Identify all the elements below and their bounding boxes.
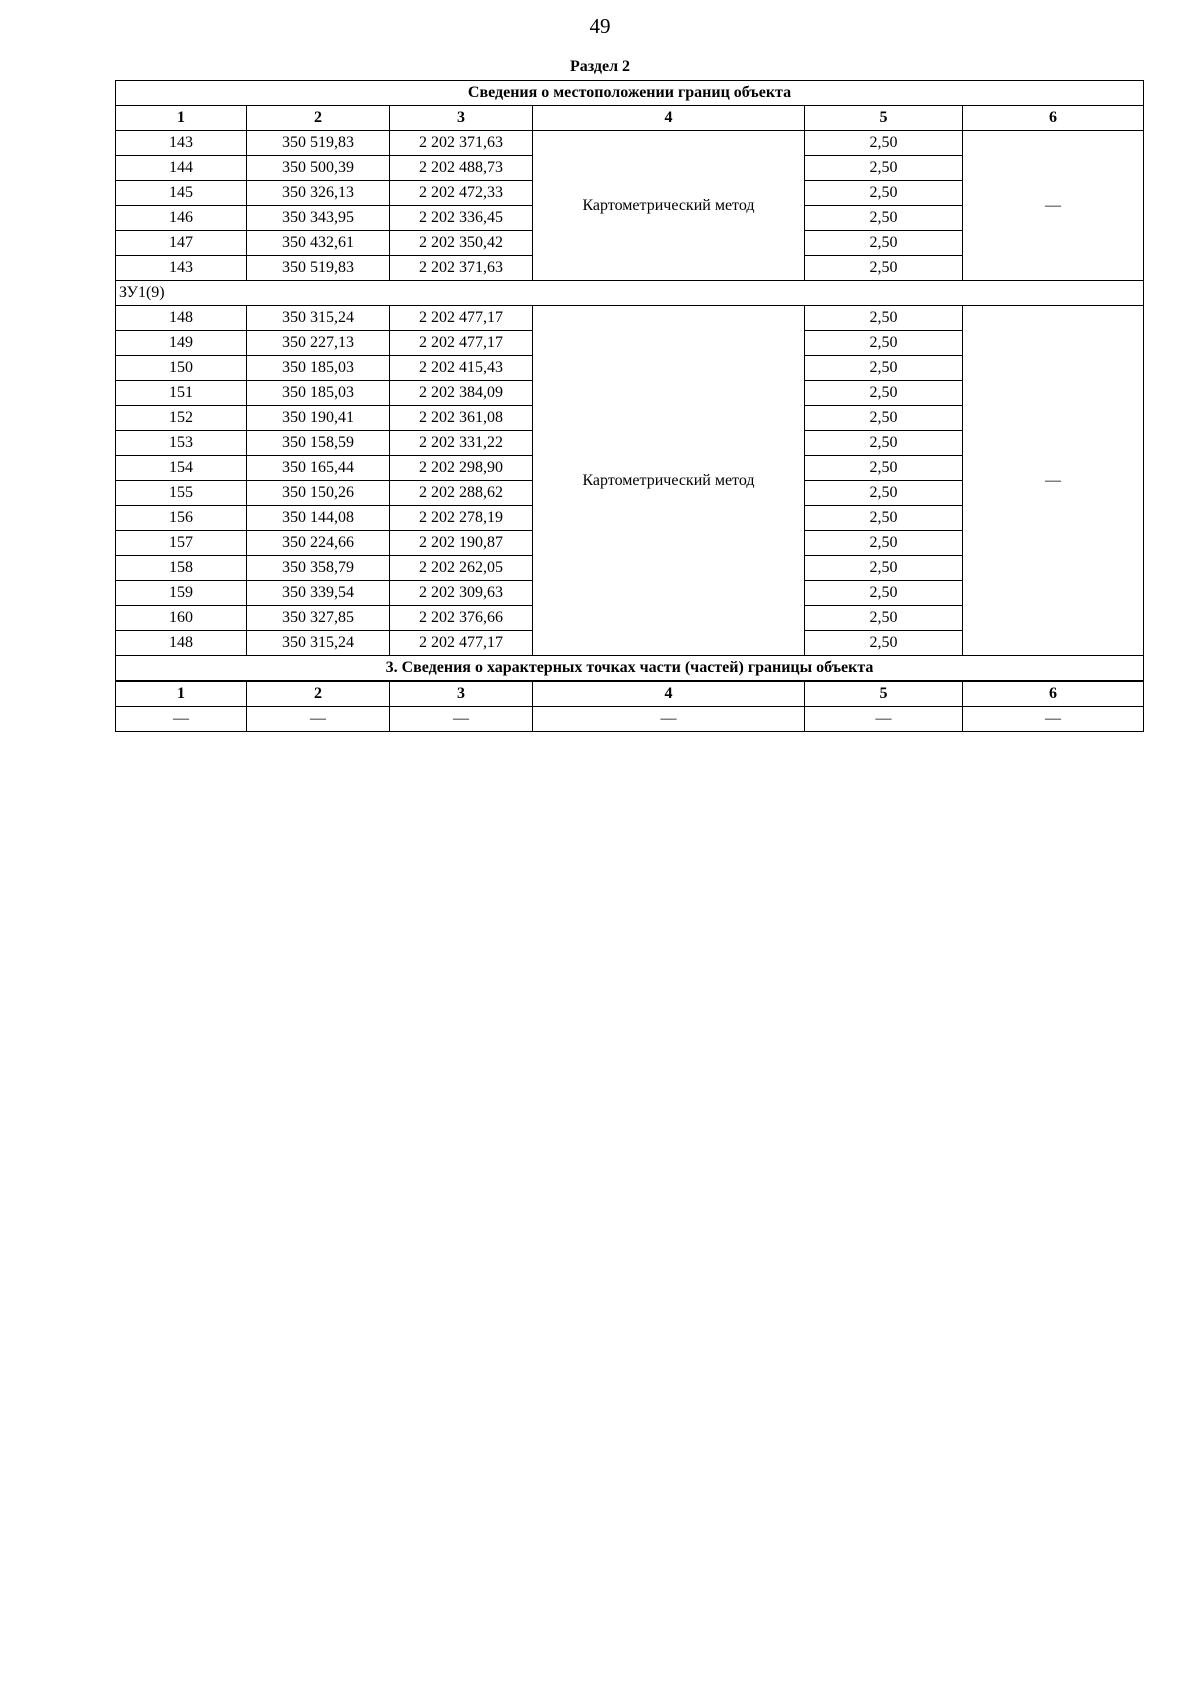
part3-header-row — [116, 681, 1144, 707]
table-row — [116, 131, 1144, 156]
accuracy-cell: 2,50 — [805, 356, 963, 381]
boundary-table — [115, 80, 1144, 732]
coordinate-y-cell: 2 202 488,73 — [390, 156, 533, 181]
section-title: Раздел 2 — [569, 58, 631, 75]
table-title: Сведения о местоположении границ объекта — [116, 81, 1144, 106]
accuracy-cell: 2,50 — [805, 331, 963, 356]
coordinate-x-cell: 350 339,54 — [247, 581, 390, 606]
accuracy-cell: 2,50 — [805, 581, 963, 606]
column-header: 5 — [805, 106, 963, 131]
coordinate-x-cell: 350 158,59 — [247, 431, 390, 456]
point-number-cell: 149 — [116, 331, 247, 356]
accuracy-cell: 2,50 — [805, 531, 963, 556]
dash-cell: — — [963, 707, 1144, 732]
coordinate-y-cell: 2 202 384,09 — [390, 381, 533, 406]
description-cell: — — [963, 306, 1144, 656]
dash-cell: — — [116, 707, 247, 732]
coordinate-y-cell: 2 202 331,22 — [390, 431, 533, 456]
point-number-cell: 150 — [116, 356, 247, 381]
column-header: 3 — [390, 106, 533, 131]
accuracy-cell: 2,50 — [805, 631, 963, 656]
coordinate-y-cell: 2 202 361,08 — [390, 406, 533, 431]
part3-title: 3. Сведения о характерных точках части (частей) границы объекта — [116, 656, 1144, 682]
dash-cell: — — [247, 707, 390, 732]
coordinate-y-cell: 2 202 278,19 — [390, 506, 533, 531]
accuracy-cell: 2,50 — [805, 181, 963, 206]
point-number-cell: 152 — [116, 406, 247, 431]
coordinate-x-cell: 350 227,13 — [247, 331, 390, 356]
column-header: 1 — [116, 681, 247, 707]
coordinate-x-cell: 350 144,08 — [247, 506, 390, 531]
column-header: 6 — [963, 106, 1144, 131]
point-number-cell: 157 — [116, 531, 247, 556]
accuracy-cell: 2,50 — [805, 156, 963, 181]
coordinate-y-cell: 2 202 190,87 — [390, 531, 533, 556]
coordinate-y-cell: 2 202 477,17 — [390, 306, 533, 331]
accuracy-cell: 2,50 — [805, 306, 963, 331]
coordinate-y-cell: 2 202 376,66 — [390, 606, 533, 631]
column-header: 2 — [247, 681, 390, 707]
point-number-cell: 153 — [116, 431, 247, 456]
accuracy-cell: 2,50 — [805, 506, 963, 531]
column-header: 4 — [533, 681, 805, 707]
point-number-cell: 143 — [116, 256, 247, 281]
point-number-cell: 156 — [116, 506, 247, 531]
accuracy-cell: 2,50 — [805, 131, 963, 156]
point-number-cell: 158 — [116, 556, 247, 581]
coordinate-x-cell: 350 185,03 — [247, 356, 390, 381]
column-header: 6 — [963, 681, 1144, 707]
coordinate-y-cell: 2 202 336,45 — [390, 206, 533, 231]
accuracy-cell: 2,50 — [805, 606, 963, 631]
table-row — [116, 306, 1144, 331]
point-number-cell: 147 — [116, 231, 247, 256]
column-header: 2 — [247, 106, 390, 131]
coordinate-y-cell: 2 202 350,42 — [390, 231, 533, 256]
coordinate-x-cell: 350 432,61 — [247, 231, 390, 256]
coordinate-y-cell: 2 202 298,90 — [390, 456, 533, 481]
dash-cell: — — [533, 707, 805, 732]
coordinate-x-cell: 350 327,85 — [247, 606, 390, 631]
coordinate-x-cell: 350 315,24 — [247, 631, 390, 656]
point-number-cell: 154 — [116, 456, 247, 481]
coordinate-y-cell: 2 202 477,17 — [390, 631, 533, 656]
coordinate-x-cell: 350 343,95 — [247, 206, 390, 231]
point-number-cell: 151 — [116, 381, 247, 406]
coordinate-x-cell: 350 185,03 — [247, 381, 390, 406]
coordinate-x-cell: 350 224,66 — [247, 531, 390, 556]
point-number-cell: 146 — [116, 206, 247, 231]
coordinate-y-cell: 2 202 309,63 — [390, 581, 533, 606]
accuracy-cell: 2,50 — [805, 556, 963, 581]
coordinate-y-cell: 2 202 371,63 — [390, 256, 533, 281]
point-number-cell: 155 — [116, 481, 247, 506]
column-header: 5 — [805, 681, 963, 707]
method-cell: Картометрический метод — [533, 131, 805, 281]
point-number-cell: 148 — [116, 306, 247, 331]
coordinate-x-cell: 350 150,26 — [247, 481, 390, 506]
coordinate-x-cell: 350 165,44 — [247, 456, 390, 481]
accuracy-cell: 2,50 — [805, 256, 963, 281]
part3-title-row — [116, 656, 1144, 682]
point-number-cell: 160 — [116, 606, 247, 631]
column-header: 3 — [390, 681, 533, 707]
coordinate-y-cell: 2 202 477,17 — [390, 331, 533, 356]
accuracy-cell: 2,50 — [805, 381, 963, 406]
coordinate-y-cell: 2 202 288,62 — [390, 481, 533, 506]
coordinate-x-cell: 350 190,41 — [247, 406, 390, 431]
coordinate-x-cell: 350 519,83 — [247, 256, 390, 281]
dash-cell: — — [390, 707, 533, 732]
point-number-cell: 145 — [116, 181, 247, 206]
coordinate-x-cell: 350 519,83 — [247, 131, 390, 156]
column-header: 4 — [533, 106, 805, 131]
coordinate-x-cell: 350 500,39 — [247, 156, 390, 181]
accuracy-cell: 2,50 — [805, 481, 963, 506]
coordinate-y-cell: 2 202 472,33 — [390, 181, 533, 206]
point-number-cell: 143 — [116, 131, 247, 156]
coordinate-y-cell: 2 202 262,05 — [390, 556, 533, 581]
coordinate-x-cell: 350 358,79 — [247, 556, 390, 581]
point-number-cell: 148 — [116, 631, 247, 656]
coordinate-y-cell: 2 202 371,63 — [390, 131, 533, 156]
accuracy-cell: 2,50 — [805, 431, 963, 456]
method-cell: Картометрический метод — [533, 306, 805, 656]
point-number-cell: 159 — [116, 581, 247, 606]
description-cell: — — [963, 131, 1144, 281]
accuracy-cell: 2,50 — [805, 456, 963, 481]
page-number: 49 — [589, 14, 611, 38]
accuracy-cell: 2,50 — [805, 406, 963, 431]
parcel-label: ЗУ1(9) — [116, 281, 1144, 306]
parcel-label-row — [116, 281, 1144, 306]
column-header-row — [116, 106, 1144, 131]
coordinate-x-cell: 350 326,13 — [247, 181, 390, 206]
coordinate-x-cell: 350 315,24 — [247, 306, 390, 331]
accuracy-cell: 2,50 — [805, 231, 963, 256]
point-number-cell: 144 — [116, 156, 247, 181]
dash-cell: — — [805, 707, 963, 732]
part3-row — [116, 707, 1144, 732]
column-header: 1 — [116, 106, 247, 131]
accuracy-cell: 2,50 — [805, 206, 963, 231]
coordinate-y-cell: 2 202 415,43 — [390, 356, 533, 381]
